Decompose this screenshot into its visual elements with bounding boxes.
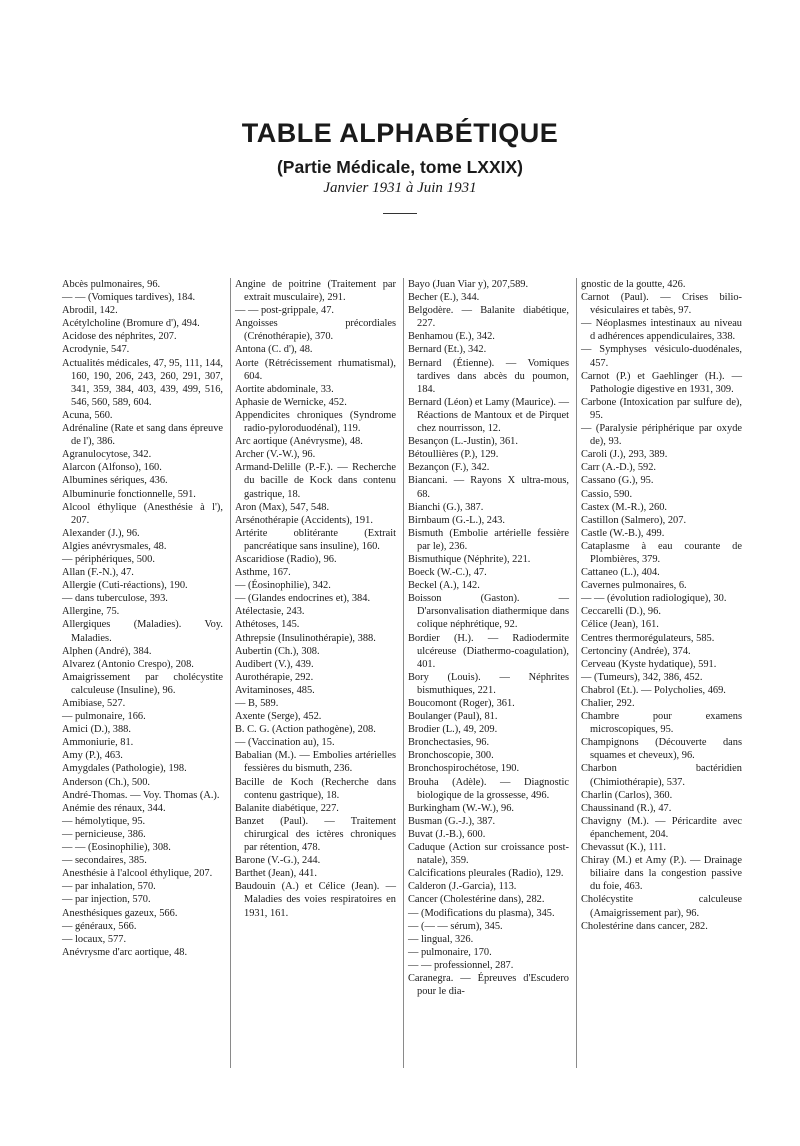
index-entry: Bernard (Et.), 342. — [408, 344, 487, 356]
index-entry: Atélectasie, 243. — [235, 606, 305, 618]
index-entry: Bismuth (Embolie artérielle fessière par le), 236. — [408, 527, 569, 552]
index-entry: Banzet (Paul). — Traitement chirurgical des ictères chroniques par rétention, 478. — [235, 815, 396, 854]
index-entry: — (Glandes endocrines et), 384. — [235, 593, 371, 605]
index-entry: Carnot (Paul). — Crises bilio-vésiculaires et tabès, 97. — [581, 292, 742, 317]
index-entry: Bacille de Koch (Recherche dans contenu gastrique), 18. — [235, 776, 396, 801]
index-entry: Aron (Max), 547, 548. — [235, 501, 330, 513]
index-entry: Castle (W.-B.), 499. — [581, 527, 665, 539]
index-entry: Acuna, 560. — [62, 409, 113, 421]
index-entry: Cattaneo (L.), 404. — [581, 567, 660, 579]
index-entry: Bétoullières (P.), 129. — [408, 449, 499, 461]
index-entry: Balanite diabétique, 227. — [235, 802, 339, 814]
index-columns — [62, 278, 742, 1098]
page-header — [0, 118, 800, 214]
index-entry: B. C. G. (Action pathogène), 208. — [235, 724, 376, 736]
index-entry: Arc aortique (Anévrysme), 48. — [235, 436, 363, 448]
index-entry: — — post-grippale, 47. — [235, 305, 334, 317]
index-entry: Amici (D.), 388. — [62, 724, 131, 736]
index-entry: Angoisses précordiales (Crénothérapie), 370. — [235, 318, 396, 343]
index-entry: — dans tuberculose, 393. — [62, 593, 168, 605]
index-entry: Bordier (H.). — Radiodermite ulcéreuse (Diathermo-coagulation), 401. — [408, 632, 569, 670]
index-entry: — Néoplasmes intestinaux au niveau d adhérences appendiculaires, 338. — [581, 318, 742, 343]
index-entry: Calcifications pleurales (Radio), 129. — [408, 868, 564, 880]
index-entry: Axente (Serge), 452. — [235, 711, 322, 723]
index-entry: Bronchoscopie, 300. — [408, 750, 494, 762]
index-entry: Amibiase, 527. — [62, 698, 126, 709]
index-entry: Charbon bactéridien (Chimiothérapie), 537. — [581, 763, 742, 788]
index-entry: — (Modifications du plasma), 345. — [408, 907, 555, 919]
index-entry: Abrodil, 142. — [62, 305, 118, 317]
index-entry: Actualités médicales, 47, 95, 111, 144, 160, 190, 206, 243, 260, 291, 307, 341, 359, 384, 403, 439, 499, 516, 546, 560, 589, 604. — [62, 357, 223, 408]
index-entry: Brodier (L.), 49, 209. — [408, 724, 498, 736]
index-entry: Chavigny (M.). — Péricardite avec épanchement, 204. — [581, 815, 742, 840]
index-entry: Carnot (P.) et Gaehlinger (H.). — Pathologie digestive en 1931, 309. — [581, 370, 742, 395]
index-entry: Alvarez (Antonio Crespo), 208. — [62, 658, 194, 670]
index-entry: — pernicieuse, 386. — [62, 828, 146, 840]
index-entry: Athrepsie (Insulinothérapie), 388. — [235, 632, 376, 644]
index-entry: Boisson (Gaston). — D'arsonvalisation diathermique dans colique néphrétique, 92. — [408, 593, 569, 631]
index-entry: Albumines sériques, 436. — [62, 475, 168, 487]
index-entry: Bernard (Léon) et Lamy (Maurice). — Réactions de Mantoux et de Pirquet chez nourrisson, 12. — [408, 396, 569, 435]
index-entry: Bernard (Étienne). — Vomiques tardives dans abcès du poumon, 184. — [408, 357, 569, 395]
index-entry: André-Thomas. — Voy. Thomas (A.). — [62, 789, 220, 801]
column-divider — [230, 278, 231, 1068]
index-entry: Alphen (André), 384. — [62, 645, 152, 657]
index-entry: — (Tumeurs), 342, 386, 452. — [581, 671, 703, 683]
index-entry: Babalian (M.). — Embolies artérielles fessières du bismuth, 236. — [235, 750, 396, 775]
index-entry: Becher (E.), 344. — [408, 292, 480, 304]
index-entry: Avitaminoses, 485. — [235, 684, 315, 696]
index-entry: Boeck (W.-C.), 47. — [408, 567, 487, 579]
index-entry: Cassano (G.), 95. — [581, 475, 654, 487]
index-entry: Barthet (Jean), 441. — [235, 868, 317, 880]
index-entry: Acidose des néphrites, 207. — [62, 331, 177, 343]
index-entry: Caroli (J.), 293, 389. — [581, 449, 668, 461]
index-entry: — (Éosinophilie), 342. — [235, 580, 331, 592]
page-dateline: Janvier 1931 à Juin 1931 — [323, 180, 477, 196]
index-entry: Armand-Delille (P.-F.). — Recherche du bacille de Kock dans contenu gastrique, 18. — [235, 462, 396, 500]
index-entry: Bismuthique (Néphrite), 221. — [408, 553, 531, 565]
index-entry: Aubertin (Ch.), 308. — [235, 645, 320, 657]
index-column-4 — [581, 278, 742, 933]
page-title: TABLE ALPHABÉTIQUE — [241, 118, 559, 148]
index-entry: gnostic de la goutte, 426. — [581, 279, 686, 290]
index-entry: Certonciny (Andrée), 374. — [581, 645, 691, 657]
index-entry: — (Paralysie périphérique par oxyde de), 93. — [581, 423, 742, 448]
index-entry: Agranulocytose, 342. — [62, 449, 152, 461]
index-entry: Baudouin (A.) et Célice (Jean). — Maladies des voies respiratoires en 1931, 161. — [235, 881, 396, 919]
index-entry: Allergie (Cuti-réactions), 190. — [62, 580, 188, 592]
index-entry: Acétylcholine (Bromure d'), 494. — [62, 318, 200, 330]
index-entry: Cataplasme à eau courante de Plombières, 379. — [581, 540, 742, 565]
index-entry: — — (Eosinophilie), 308. — [62, 842, 171, 854]
index-entry: — — (évolution radiologique), 30. — [581, 593, 727, 605]
index-entry: Amy (P.), 463. — [62, 750, 123, 762]
index-entry: Charlin (Carlos), 360. — [581, 789, 673, 801]
index-entry: Allan (F.-N.), 47. — [62, 567, 134, 579]
index-entry: Amygdales (Pathologie), 198. — [62, 763, 187, 775]
index-entry: Barone (V.-G.), 244. — [235, 855, 321, 867]
index-entry: — par injection, 570. — [62, 894, 151, 906]
index-entry: Caduque (Action sur croissance post-natale), 359. — [408, 842, 569, 867]
index-entry: Benhamou (E.), 342. — [408, 331, 495, 343]
index-entry: Brouha (Adèle). — Diagnostic biologique de la grossesse, 496. — [408, 776, 569, 801]
index-entry: Appendicites chroniques (Syndrome radio-pyloroduodénal), 119. — [235, 409, 396, 435]
index-entry: Angine de poitrine (Traitement par extrait musculaire), 291. — [235, 279, 396, 304]
index-entry: Birnbaum (G.-L.), 243. — [408, 514, 505, 526]
index-entry: Cancer (Cholestérine dans), 282. — [408, 894, 545, 906]
index-entry: Chiray (M.) et Amy (P.). — Drainage biliaire dans la congestion passive du foie, 463. — [581, 855, 742, 893]
index-entry: Beckel (A.), 142. — [408, 580, 480, 592]
column-divider — [403, 278, 404, 1068]
index-column-1 — [62, 278, 223, 959]
index-entry: Asthme, 167. — [235, 567, 291, 579]
index-entry: — (— — sérum), 345. — [408, 920, 503, 932]
index-entry: — B, 589. — [235, 698, 279, 709]
index-entry: Belgodère. — Balanite diabétique, 227. — [408, 305, 569, 330]
index-entry: — périphériques, 500. — [62, 553, 155, 565]
index-entry: Aortite abdominale, 33. — [235, 383, 334, 395]
index-entry: Acrodynie, 547. — [62, 344, 130, 356]
index-entry: Célice (Jean), 161. — [581, 619, 659, 631]
index-entry: Chevassut (K.), 111. — [581, 842, 666, 854]
index-entry: Cholestérine dans cancer, 282. — [581, 920, 708, 932]
index-entry: Antona (C. d'), 48. — [235, 344, 313, 356]
index-entry: Adrénaline (Rate et sang dans épreuve de l'), 386. — [62, 423, 223, 448]
index-entry: Cholécystite calculeuse (Amaigrissement par), 96. — [581, 894, 742, 919]
index-entry: Audibert (V.), 439. — [235, 658, 314, 670]
index-entry: — — professionnel, 287. — [408, 959, 514, 971]
index-entry: Chabrol (Et.). — Polycholies, 469. — [581, 684, 726, 696]
index-entry: Anémie des rénaux, 344. — [62, 802, 166, 814]
index-column-3 — [408, 278, 569, 998]
index-entry: — secondaires, 385. — [62, 855, 147, 867]
index-entry: Anderson (Ch.), 500. — [62, 776, 151, 788]
index-entry: Biancani. — Rayons X ultra-mous, 68. — [408, 475, 569, 500]
index-entry: Cassio, 590. — [581, 488, 633, 500]
index-entry: Centres thermorégulateurs, 585. — [581, 632, 715, 644]
index-entry: — Symphyses vésiculo-duodénales, 457. — [581, 344, 742, 369]
page-subtitle: (Partie Médicale, tome LXXIX) — [276, 157, 524, 177]
index-entry: — pulmonaire, 166. — [62, 711, 146, 723]
index-entry: Champignons (Découverte dans squames et cheveux), 96. — [581, 737, 742, 762]
index-entry: — (Vaccination au), 15. — [235, 737, 335, 749]
index-entry: Besançon (L.-Justin), 361. — [408, 436, 518, 448]
index-entry: Chambre pour examens microscopiques, 95. — [581, 711, 742, 736]
index-column-2 — [235, 278, 396, 920]
index-entry: Burkingham (W.-W.), 96. — [408, 802, 515, 814]
index-entry: Albuminurie fonctionnelle, 591. — [62, 488, 196, 500]
column-divider — [576, 278, 577, 1068]
index-entry: Anesthésiques gazeux, 566. — [62, 907, 178, 919]
index-entry: Chalier, 292. — [581, 698, 635, 709]
index-entry: Ascaridiose (Radio), 96. — [235, 553, 337, 565]
index-entry: Bory (Louis). — Néphrites bismuthiques, 221. — [408, 671, 569, 696]
index-entry: Alexander (J.), 96. — [62, 527, 140, 539]
index-entry: — lingual, 326. — [408, 933, 474, 945]
index-entry: Caranegra. — Épreuves d'Escudero pour le dia- — [408, 972, 569, 998]
index-entry: Artérite oblitérante (Extrait pancréatique sans insuline), 160. — [235, 527, 396, 552]
index-entry: — pulmonaire, 170. — [408, 946, 492, 958]
index-entry: Aphasie de Wernicke, 452. — [235, 396, 347, 408]
index-entry: Boucomont (Roger), 361. — [408, 698, 515, 709]
index-entry: Chaussinand (R.), 47. — [581, 802, 672, 814]
index-entry: Archer (V.-W.), 96. — [235, 449, 316, 461]
index-entry: Castillon (Salmero), 207. — [581, 514, 687, 526]
index-entry: Algies anévrysmales, 48. — [62, 540, 167, 552]
index-entry: Bronchospirochétose, 190. — [408, 763, 520, 775]
index-entry: — par inhalation, 570. — [62, 881, 156, 893]
index-entry: Ceccarelli (D.), 96. — [581, 606, 661, 618]
index-entry: Arsénothérapie (Accidents), 191. — [235, 514, 373, 526]
index-entry: Calderon (J.-Garcia), 113. — [408, 881, 517, 893]
title-divider — [383, 213, 417, 214]
index-entry: Abcès pulmonaires, 96. — [62, 279, 161, 290]
index-entry: — locaux, 577. — [62, 933, 127, 945]
index-entry: Athétoses, 145. — [235, 619, 300, 631]
index-entry: Aorte (Rétrécissement rhumatismal), 604. — [235, 357, 396, 382]
index-entry: Buvat (J.-B.), 600. — [408, 828, 486, 840]
index-entry: Allergiques (Maladies). Voy. Maladies. — [62, 619, 223, 644]
index-entry: Cerveau (Kyste hydatique), 591. — [581, 658, 717, 670]
index-entry: Bronchectasies, 96. — [408, 737, 490, 749]
index-entry: Busman (G.-J.), 387. — [408, 815, 496, 827]
index-entry: Amaigrissement par cholécystite calculeuse (Insuline), 96. — [62, 671, 223, 696]
index-entry: Anévrysme d'arc aortique, 48. — [62, 946, 188, 958]
index-entry: Boulanger (Paul), 81. — [408, 711, 498, 723]
index-entry: Anesthésie à l'alcool éthylique, 207. — [62, 868, 213, 880]
index-entry: Ammoniurie, 81. — [62, 737, 134, 749]
index-entry: Carbone (Intoxication par sulfure de), 95. — [581, 396, 742, 421]
index-entry: Castex (M.-R.), 260. — [581, 501, 668, 513]
index-entry: Carr (A.-D.), 592. — [581, 462, 657, 474]
index-entry: Bianchi (G.), 387. — [408, 501, 484, 513]
index-entry: Alarcon (Alfonso), 160. — [62, 462, 162, 474]
index-entry: — hémolytique, 95. — [62, 815, 146, 827]
index-entry: Bezançon (F.), 342. — [408, 462, 490, 474]
index-entry: — — (Vomiques tardives), 184. — [62, 292, 196, 304]
index-entry: Alcool éthylique (Anesthésie à l'), 207. — [62, 501, 223, 526]
index-entry: — généraux, 566. — [62, 920, 137, 932]
index-entry: Cavernes pulmonaires, 6. — [581, 580, 687, 592]
index-entry: Allergine, 75. — [62, 606, 120, 618]
index-entry: Bayo (Juan Viar y), 207,589. — [408, 279, 529, 290]
index-entry: Aurothérapie, 292. — [235, 671, 314, 683]
